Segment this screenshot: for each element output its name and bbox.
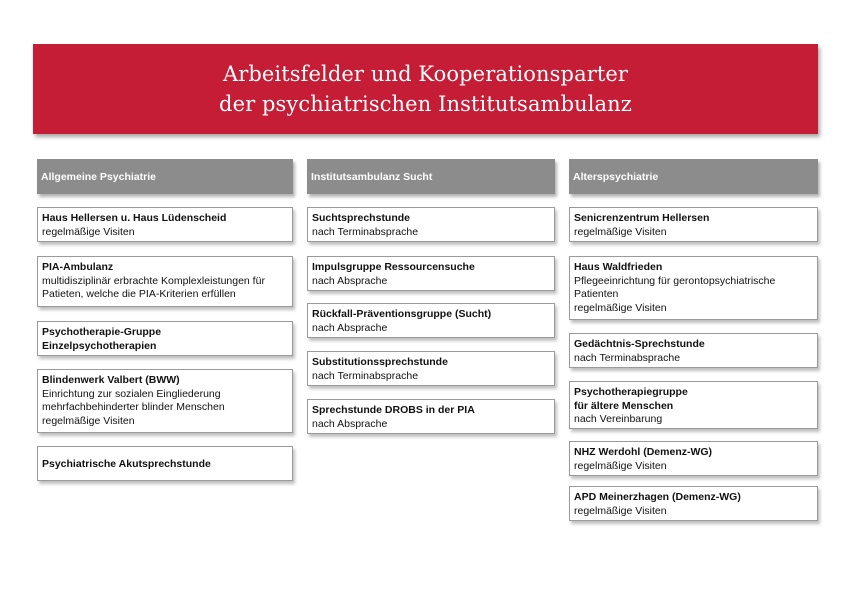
card-title: Suchtsprechstunde [312, 212, 411, 224]
card-title: Haus Waldfrieden [574, 261, 663, 273]
card-substitution [307, 351, 555, 386]
card-blindenwerk-valbert [37, 369, 293, 433]
card-text: Patienten [574, 288, 619, 300]
card-drobs [307, 399, 555, 434]
card-rueckfall-praevention [307, 303, 555, 338]
card-title-2: für ältere Menschen [574, 399, 674, 412]
card-title: Haus Hellersen u. Haus Lüdenscheid [42, 212, 227, 224]
card-title: Rückfall-Präventionsgruppe (Sucht) [312, 308, 492, 320]
card-text: multidisziplinär erbrachte Komplexleistungen für [42, 274, 265, 287]
card-haus-hellersen [37, 207, 293, 242]
title-line-2: der psychiatrischen Institutsambulanz [219, 92, 632, 116]
card-text: regelmäßige Visiten [574, 301, 667, 314]
card-text: nach Absprache [312, 274, 388, 287]
card-text: regelmäßige Visiten [574, 504, 667, 517]
card-nhz-werdohl [569, 441, 818, 476]
column-header-alterspsychiatrie: Alterspsychiatrie [569, 159, 818, 194]
card-text: Einrichtung zur sozialen Eingliederung [42, 387, 221, 400]
card-title: Substitutionssprechstunde [312, 356, 448, 368]
card-text: nach Vereinbarung [574, 413, 663, 425]
card-impulsgruppe [307, 256, 555, 291]
card-gedaechtnis [569, 333, 818, 368]
card-seniorenzentrum [569, 207, 818, 242]
card-text: nach Terminabsprache [312, 225, 419, 238]
card-title: Senicrenzentrum Hellersen [574, 212, 710, 224]
card-apd-meinerzhagen [569, 486, 818, 521]
card-title: Psychotherapiegruppe [574, 386, 688, 398]
card-text: Patieten, welche die PIA-Kriterien erfüllen [42, 288, 236, 300]
card-title: PIA-Ambulanz [42, 261, 114, 273]
card-psychotherapiegruppe-aeltere [569, 381, 818, 429]
card-title: Gedächtnis-Sprechstunde [574, 338, 705, 350]
card-title: Impulsgruppe Ressourcensuche [312, 261, 475, 273]
card-text: regelmäßige Visiten [574, 225, 667, 238]
card-text: nach Terminabsprache [312, 369, 419, 382]
card-haus-waldfrieden [569, 256, 818, 320]
card-title-2: Einzelpsychotherapien [42, 339, 157, 352]
card-pia-ambulanz [37, 256, 293, 307]
card-text: nach Absprache [312, 321, 388, 334]
card-title: Psychiatrische Akutsprechstunde [42, 458, 211, 470]
card-text: Pflegeeinrichtung für gerontopsychiatrische [574, 274, 776, 287]
card-text: regelmäßige Visiten [574, 459, 667, 472]
card-title: Blindenwerk Valbert (BWW) [42, 374, 180, 386]
title-line-1: Arbeitsfelder und Kooperationsparter [222, 62, 629, 86]
card-psychotherapie-gruppe [37, 321, 293, 356]
card-title: Sprechstunde DROBS in der PIA [312, 404, 475, 416]
card-text: regelmäßige Visiten [42, 225, 135, 238]
card-title: APD Meinerzhagen (Demenz-WG) [574, 491, 741, 503]
title-banner [33, 44, 818, 134]
card-text: nach Absprache [312, 417, 388, 430]
card-title: Psychotherapie-Gruppe [42, 326, 162, 338]
column-header-institutsambulanz-sucht: Institutsambulanz Sucht [307, 159, 555, 194]
card-text: mehrfachbehinderter blinder Menschen [42, 401, 225, 413]
card-text: regelmäßige Visiten [42, 414, 135, 427]
card-suchtsprechstunde [307, 207, 555, 242]
card-title: NHZ Werdohl (Demenz-WG) [574, 446, 713, 458]
card-akutsprechstunde [37, 446, 293, 481]
card-text: nach Terminabsprache [574, 351, 681, 364]
column-header-allgemeine-psychiatrie: Allgemeine Psychiatrie [37, 159, 293, 194]
